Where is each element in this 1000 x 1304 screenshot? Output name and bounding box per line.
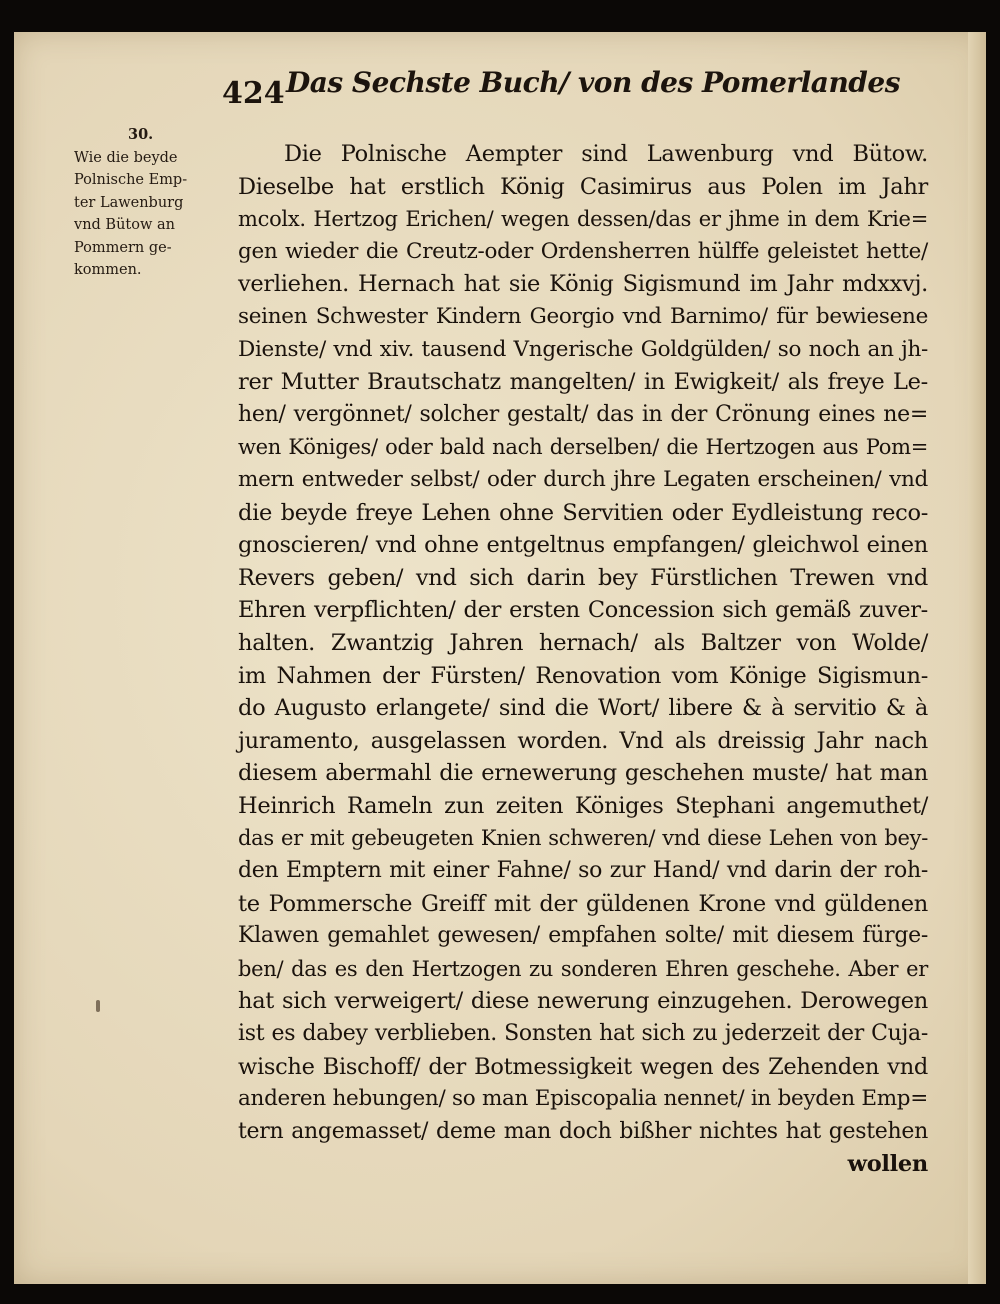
margin-note-line: Wie die beyde — [74, 149, 178, 166]
text-line: im Nahmen der Fürsten/ Renovation vom Könige Sigismun- — [238, 662, 928, 689]
page-number: 424 — [222, 76, 285, 111]
margin-note — [74, 124, 224, 282]
text-line: diesem abermahl die ernewerung geschehen muste/ hat man — [238, 760, 928, 787]
text-line: juramento, ausgelassen worden. Vnd als dreissig Jahr nach — [238, 727, 928, 754]
text-line: gnoscieren/ vnd ohne entgeltnus empfangen/ gleichwol einen — [238, 532, 928, 559]
text-line: Dieselbe hat erstlich König Casimirus aus Polen im Jahr — [238, 173, 928, 200]
margin-note-number: 30. — [128, 126, 154, 143]
text-line: Ehren verpflichten/ der ersten Concession sich gemäß zuver- — [238, 597, 928, 624]
page-header — [222, 66, 902, 118]
body-text — [238, 138, 928, 1181]
text-line: halten. Zwantzig Jahren hernach/ als Baltzer von Wolde/ — [238, 629, 928, 656]
text-line: verliehen. Hernach hat sie König Sigismund im Jahr mdxxvj. — [238, 271, 928, 298]
text-line: das er mit gebeugeten Knien schweren/ vnd diese Lehen von bey- — [238, 826, 928, 851]
text-line: wische Bischoff/ der Botmessigkeit wegen des Zehenden vnd — [238, 1053, 928, 1080]
text-line: den Emptern mit einer Fahne/ so zur Hand/ vnd darin der roh- — [238, 858, 928, 884]
text-line: anderen hebungen/ so man Episcopalia nennet/ in beyden Emp= — [238, 1086, 928, 1112]
text-line: ben/ das es den Hertzogen zu sonderen Ehren geschehe. Aber er — [238, 956, 928, 981]
text-line: gen wieder die Creutz-oder Ordensherren hülffe geleistet hette/ — [238, 238, 928, 264]
text-line: ist es dabey verblieben. Sonsten hat sich zu jederzeit der Cuja- — [238, 1021, 928, 1047]
text-line: Klawen gemahlet gewesen/ empfahen solte/ mit diesem fürge- — [238, 923, 928, 949]
margin-note-line: kommen. — [74, 262, 142, 278]
ink-smudge — [96, 1000, 100, 1012]
text-line: Heinrich Rameln zun zeiten Königes Stephani angemuthet/ — [238, 792, 928, 819]
text-line: do Augusto erlangete/ sind die Wort/ libere & à servitio & à — [238, 695, 928, 722]
text-line: Revers geben/ vnd sich darin bey Fürstlichen Trewen vnd — [238, 564, 928, 591]
page-edge — [968, 32, 986, 1284]
text-line: hen/ vergönnet/ solcher gestalt/ das in der Crönung eines ne= — [238, 401, 928, 427]
text-line: hat sich verweigert/ diese newerung einzugehen. Derowegen — [238, 988, 928, 1015]
text-line: mern entweder selbst/ oder durch jhre Legaten erscheinen/ vnd — [238, 466, 928, 492]
text-line: die beyde freye Lehen ohne Servitien oder Eydleistung reco- — [238, 499, 928, 526]
text-line: rer Mutter Brautschatz mangelten/ in Ewigkeit/ als freye Le- — [238, 369, 928, 396]
margin-note-line: Pommern ge- — [74, 239, 172, 256]
text-line: tern angemasset/ deme man doch bißher nichtes hat gestehen — [238, 1118, 928, 1144]
catchword: wollen — [847, 1151, 928, 1178]
text-line: Die Polnische Aempter sind Lawenburg vnd Bütow. — [284, 141, 928, 167]
margin-note-line: Polnische Emp- — [74, 172, 188, 188]
text-line: Dienste/ vnd xiv. tausend Vngerische Goldgülden/ so noch an jh- — [238, 336, 928, 362]
text-line: te Pommersche Greiff mit der güldenen Krone vnd güldenen — [238, 890, 928, 917]
margin-note-line: ter Lawenburg — [74, 194, 184, 211]
running-title: Das Sechste Buch/ von des Pomerlandes — [286, 66, 900, 99]
margin-note-line: vnd Bütow an — [74, 217, 175, 233]
text-line: wen Königes/ oder bald nach derselben/ die Hertzogen aus Pom= — [238, 435, 928, 460]
text-line: mcolx. Hertzog Erichen/ wegen dessen/das er jhme in dem Krie= — [238, 207, 928, 232]
text-line: seinen Schwester Kindern Georgio vnd Barnimo/ für bewiesene — [238, 303, 928, 329]
